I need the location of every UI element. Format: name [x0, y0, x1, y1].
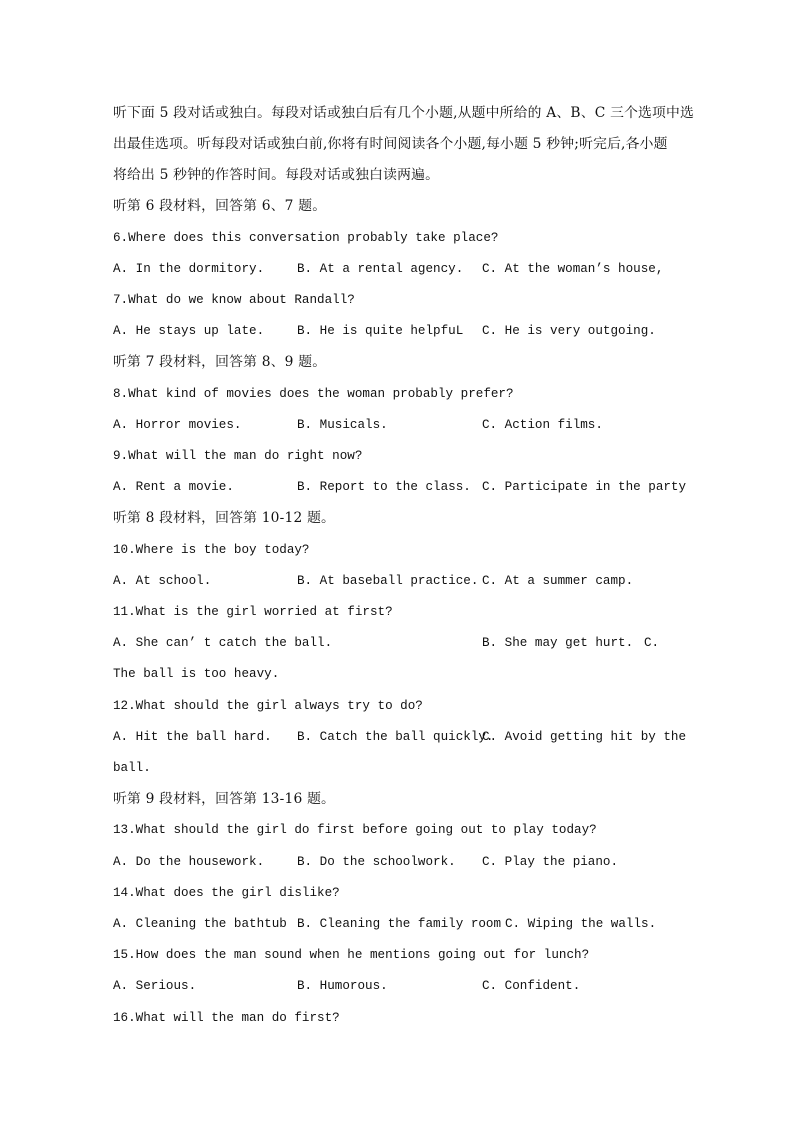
- section-heading-7: 听第 7 段材料，回答第 8、9 题。: [113, 354, 327, 370]
- q14-option-c: C. Wiping the walls.: [505, 917, 657, 931]
- q13-option-c: C. Play the piano.: [482, 855, 619, 869]
- question-12: 12.What should the girl always try to do?: [113, 699, 423, 713]
- q9-option-b: B. Report to the class.: [297, 480, 471, 494]
- question-16: 16.What will the man do first?: [113, 1011, 340, 1025]
- section-heading-6: 听第 6 段材料，回答第 6、7 题。: [113, 198, 327, 214]
- q11-option-b: B. She may get hurt.: [482, 636, 634, 650]
- intro-line-2: 出最佳选项。听每段对话或独白前,你将有时间阅读各个小题,每小题 5 秒钟;听完后,各小题: [113, 136, 668, 152]
- q10-option-c: C. At a summer camp.: [482, 574, 634, 588]
- q15-option-c: C. Confident.: [482, 979, 581, 993]
- question-14: 14.What does the girl dislike?: [113, 886, 340, 900]
- question-9: 9.What will the man do right now?: [113, 449, 363, 463]
- q12-option-a: A. Hit the ball hard.: [113, 730, 272, 744]
- q6-option-c: C. At the woman’s house,: [482, 262, 664, 276]
- q6-option-b: B. At a rental agency.: [297, 262, 464, 276]
- q11-option-a: A. She can’ t catch the ball.: [113, 636, 333, 650]
- q7-option-c: C. He is very outgoing.: [482, 324, 656, 338]
- q7-option-a: A. He stays up late.: [113, 324, 265, 338]
- q8-option-a: A. Horror movies.: [113, 418, 242, 432]
- q8-option-b: B. Musicals.: [297, 418, 388, 432]
- q14-option-b: B. Cleaning the family room: [297, 917, 502, 931]
- question-13: 13.What should the girl do first before going out to play today?: [113, 823, 597, 837]
- q9-option-c: C. Participate in the party: [482, 480, 687, 494]
- q15-option-a: A. Serious.: [113, 979, 197, 993]
- section-heading-8: 听第 8 段材料，回答第 10-12 题。: [113, 510, 336, 526]
- q6-option-a: A. In the dormitory.: [113, 262, 265, 276]
- q8-option-c: C. Action films.: [482, 418, 603, 432]
- q13-option-a: A. Do the housework.: [113, 855, 265, 869]
- q13-option-b: B. Do the schoolwork.: [297, 855, 456, 869]
- q9-option-a: A. Rent a movie.: [113, 480, 234, 494]
- question-6: 6.Where does this conversation probably take place?: [113, 231, 499, 245]
- q10-option-a: A. At school.: [113, 574, 212, 588]
- q15-option-b: B. Humorous.: [297, 979, 388, 993]
- q11-option-c-label: C.: [644, 636, 660, 650]
- q12-option-c-end: ball.: [113, 761, 151, 775]
- section-heading-9: 听第 9 段材料，回答第 13-16 题。: [113, 791, 336, 807]
- q7-option-b: B. He is quite helpfuL: [297, 324, 464, 338]
- intro-line-1: 听下面 5 段对话或独白。每段对话或独白后有几个小题,从题中所给的 A、B、C 三个选项中选: [113, 105, 695, 121]
- question-10: 10.Where is the boy today?: [113, 543, 310, 557]
- question-8: 8.What kind of movies does the woman probably prefer?: [113, 387, 514, 401]
- question-11: 11.What is the girl worried at first?: [113, 605, 393, 619]
- intro-line-3: 将给出 5 秒钟的作答时间。每段对话或独白读两遍。: [113, 167, 440, 183]
- q10-option-b: B. At baseball practice.: [297, 574, 479, 588]
- q11-option-c-text: The ball is too heavy.: [113, 667, 280, 681]
- question-7: 7.What do we know about Randall?: [113, 293, 355, 307]
- q12-option-c: C. Avoid getting hit by the: [482, 730, 687, 744]
- q14-option-a: A. Cleaning the bathtub: [113, 917, 287, 931]
- question-15: 15.How does the man sound when he mentions going out for lunch?: [113, 948, 590, 962]
- q12-option-b: B. Catch the ball quickly.: [297, 730, 494, 744]
